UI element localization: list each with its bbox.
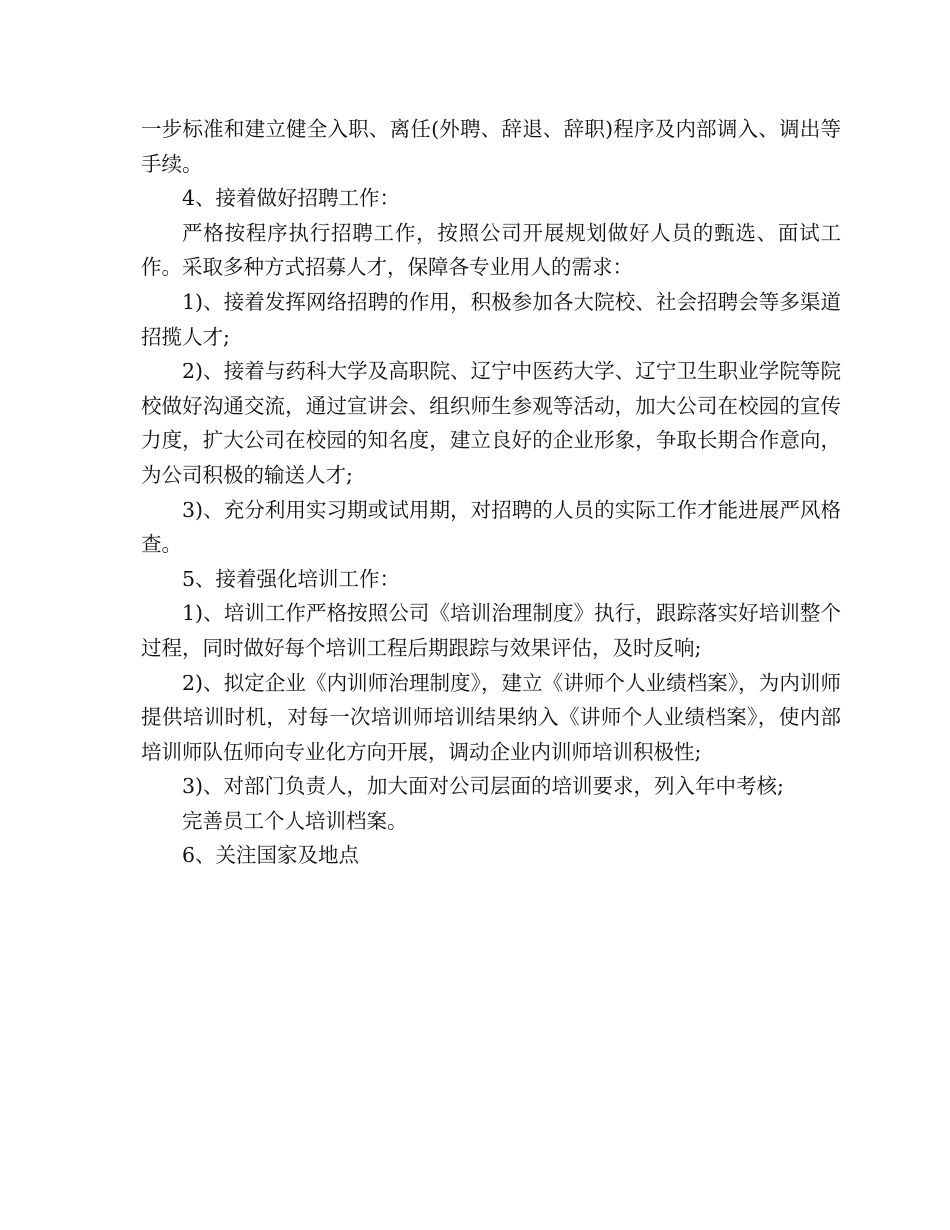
paragraph-6: 3)、充分利用实习期或试用期，对招聘的人员的实际工作才能进展严风格查。: [141, 497, 841, 557]
paragraph-8: 1)、培训工作严格按照公司《培训治理制度》执行，跟踪落实好培训整个过程，同时做好每个培训工程后期跟踪与效果评估，及时反响;: [141, 601, 841, 660]
paragraph-5: 2)、接着与药科大学及高职院、辽宁中医药大学、辽宁卫生职业学院等院校做好沟通交流，通过宣讲会、组织师生参观等活动，加大公司在校园的宣传力度，扩大公司在校园的知名度，建立良好的企业形象，争取长期合作意向，为公司积极的输送人才;: [141, 359, 841, 487]
document-body: [141, 112, 841, 873]
paragraph-4: 1)、接着发挥网络招聘的作用，积极参加各大院校、社会招聘会等多渠道招揽人才;: [141, 289, 841, 349]
paragraph-1: 一步标准和建立健全入职、离任(外聘、辞退、辞职)程序及内部调入、调出等手续。: [141, 117, 841, 176]
paragraph-12: 6、关注国家及地点: [182, 843, 360, 868]
paragraph-2: 4、接着做好招聘工作：: [182, 186, 401, 211]
paragraph-9: 2)、拟定企业《内训师治理制度》，建立《讲师个人业绩档案》，为内训师提供培训时机，对每一次培训师培训结果纳入《讲师个人业绩档案》，使内部培训师队伍师向专业化方向开展，调动企业内训师培训积极性;: [141, 670, 841, 764]
paragraph-7: 5、接着强化培训工作：: [182, 566, 401, 591]
paragraph-3: 严格按程序执行招聘工作，按照公司开展规划做好人员的甄选、面试工作。采取多种方式招募人才，保障各专业用人的需求：: [141, 220, 841, 280]
paragraph-10: 3)、对部门负责人，加大面对公司层面的培训要求，列入年中考核;: [182, 774, 784, 799]
paragraph-11: 完善员工个人培训档案。: [182, 808, 408, 833]
